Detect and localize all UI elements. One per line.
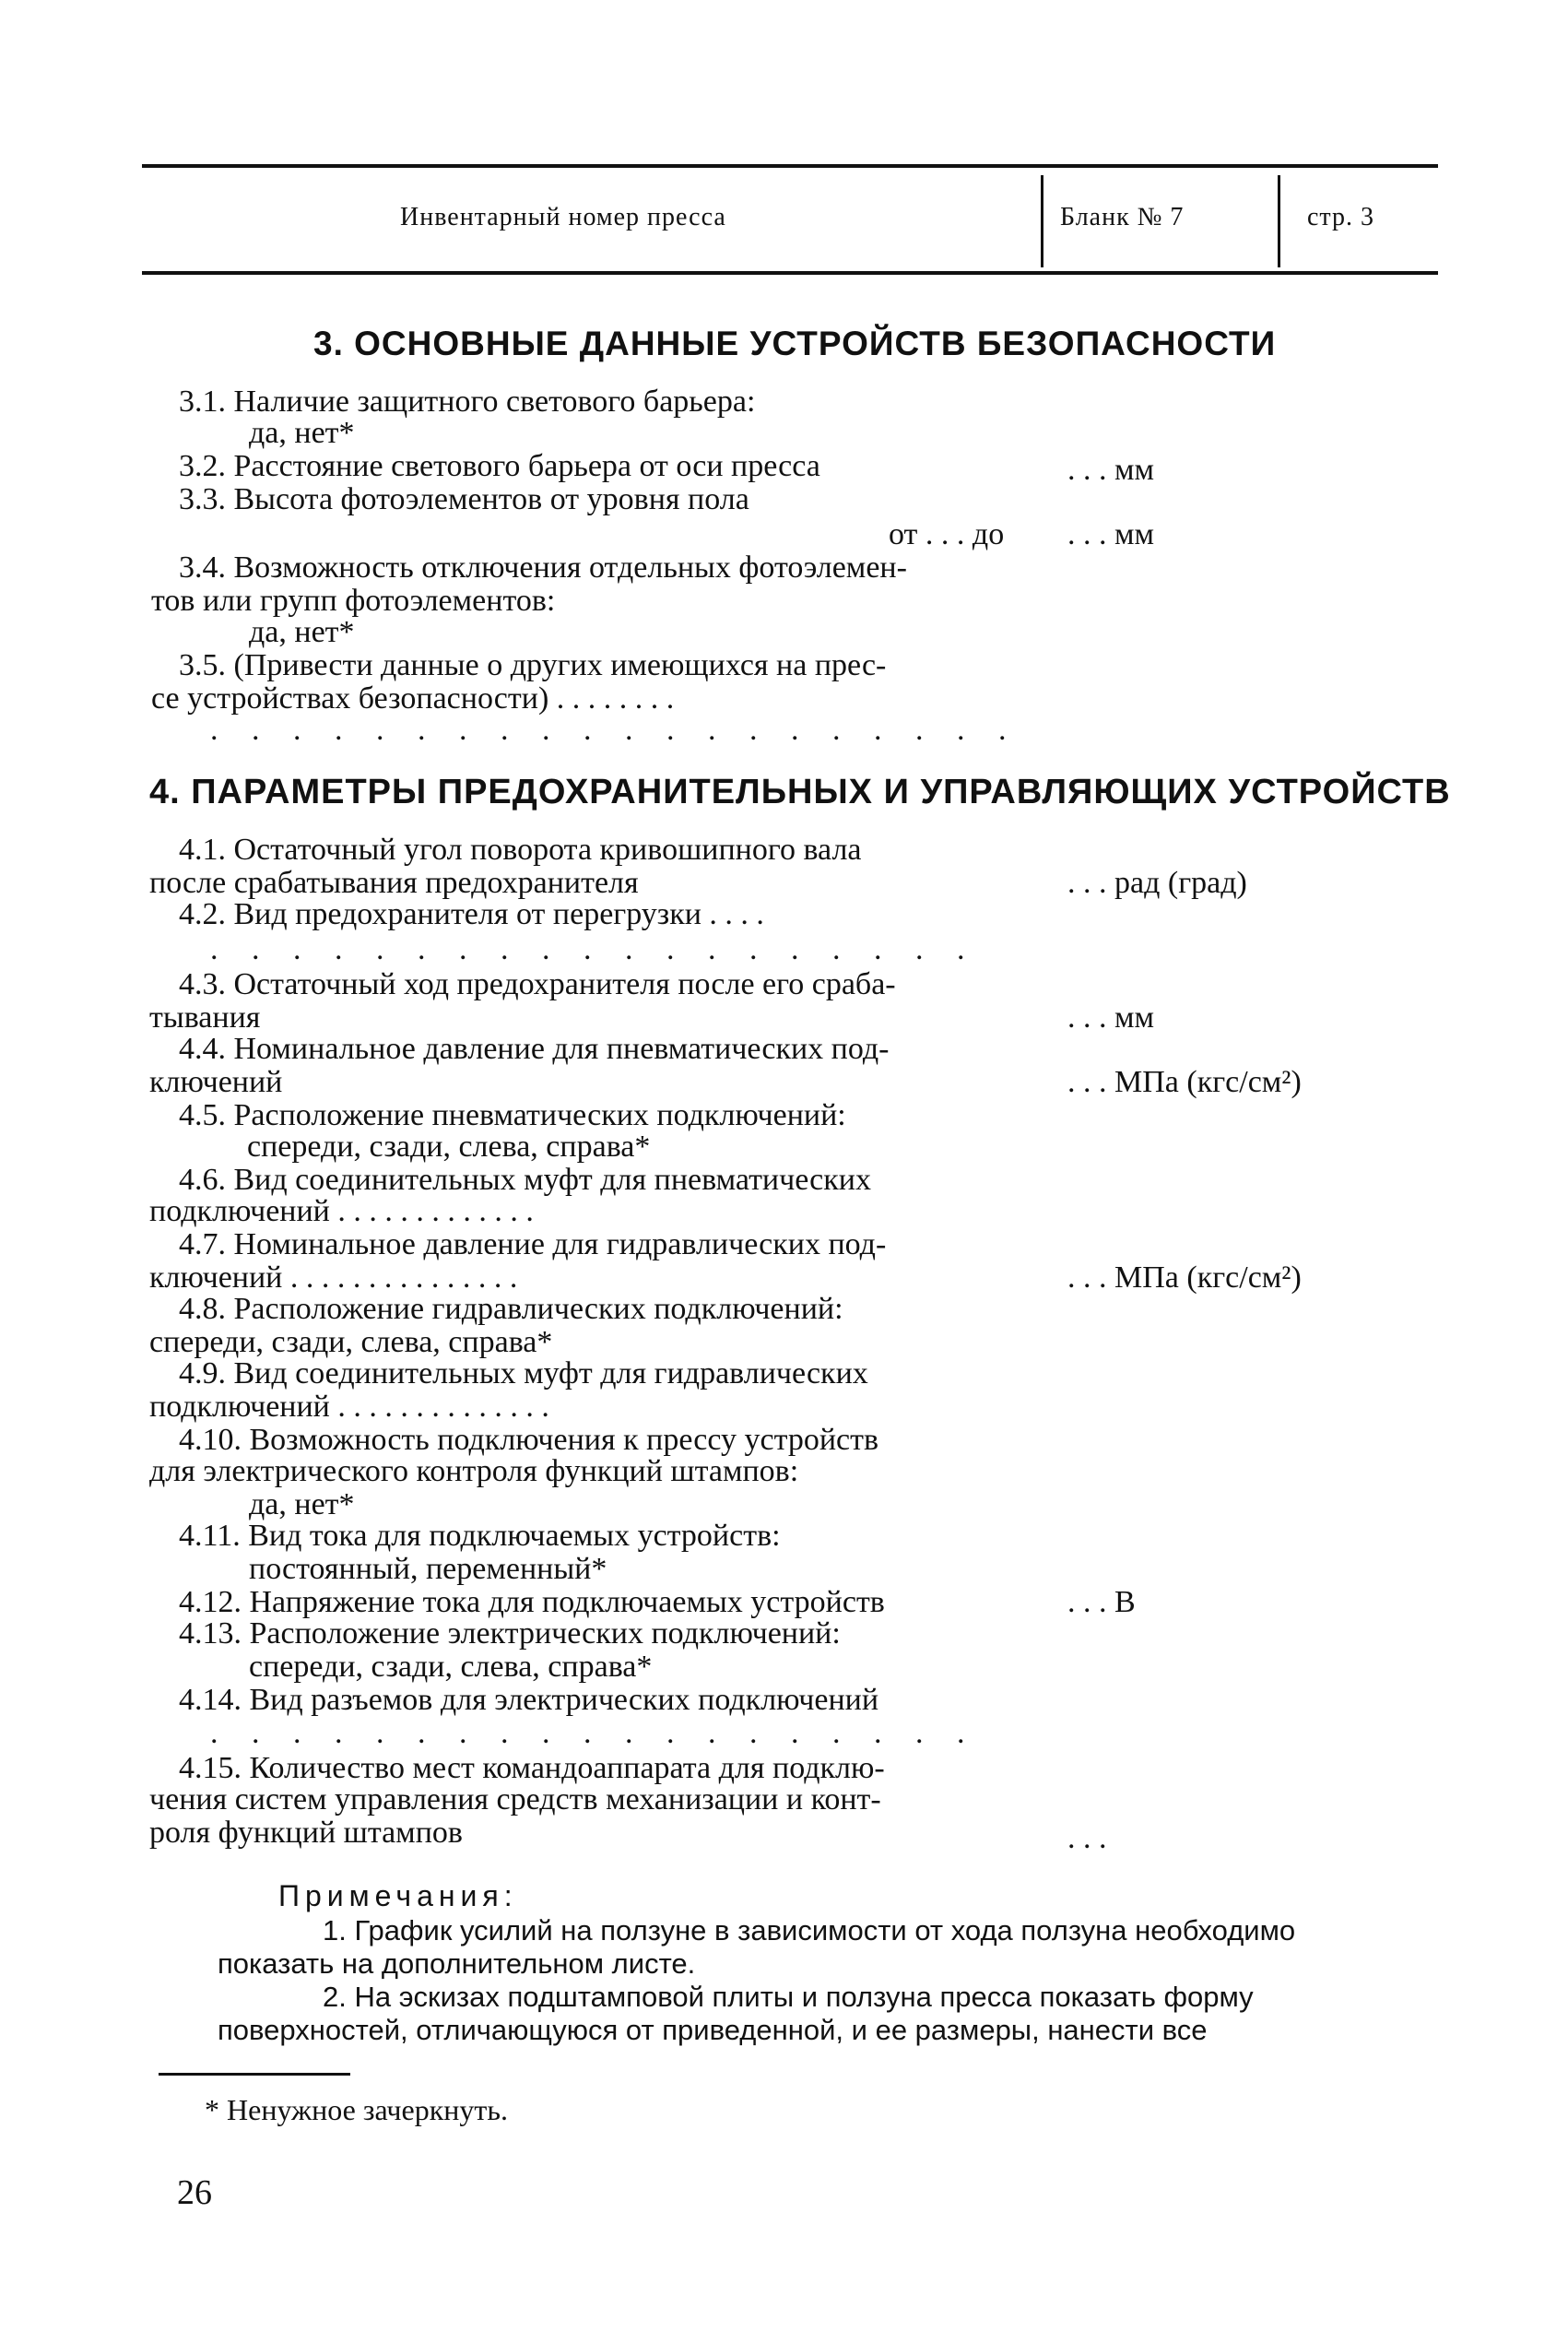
text-line: тывания: [149, 1000, 261, 1035]
dotted-fill-line: . . . . . . . . . . . . . . . . . . . .: [210, 713, 1020, 747]
text-line: спереди, сзади, слева, справа*: [249, 1650, 653, 1684]
text-line: 4.11. Вид тока для подключаемых устройств:: [179, 1519, 781, 1553]
text-line: 4.14. Вид разъемов для электрических подключений: [179, 1683, 879, 1717]
text-line: 3.5. (Привести данные о других имеющихся на прес-: [179, 648, 887, 682]
header-divider: [1278, 175, 1280, 267]
text-line: 4.1. Остаточный угол поворота кривошипного вала: [179, 833, 862, 867]
text-line: да, нет*: [249, 1487, 355, 1521]
text-line: 4.5. Расположение пневматических подключений:: [179, 1098, 846, 1132]
text-line: се устройствах безопасности) . . . . . . . .: [151, 681, 675, 716]
text-line: 4.10. Возможность подключения к прессу устройств: [179, 1423, 879, 1457]
text-line: 4.15. Количество мест командоаппарата для подклю-: [179, 1751, 885, 1785]
text-line: 3.2. Расстояние светового барьера от оси пресса: [179, 449, 820, 483]
dotted-fill-line: . . . . . . . . . . . . . . . . . . .: [210, 932, 978, 966]
notes-title: Примечания:: [278, 1879, 518, 1912]
text-line: 4.7. Номинальное давление для гидравлических под-: [179, 1227, 887, 1261]
text-line: тов или групп фотоэлементов:: [151, 584, 556, 618]
form-number-label: Бланк № 7: [1060, 203, 1185, 231]
section-4-title: 4. ПАРАМЕТРЫ ПРЕДОХРАНИТЕЛЬНЫХ И УПРАВЛЯЮЩИХ УСТРОЙСТВ: [149, 773, 1451, 811]
text-line: да, нет*: [249, 615, 355, 649]
text-line: ключений: [149, 1065, 283, 1099]
text-line: 3.1. Наличие защитного светового барьера:: [179, 385, 756, 419]
header-bottom-rule: [142, 271, 1438, 275]
text-line: после срабатывания предохранителя: [149, 866, 639, 900]
form-header: [142, 164, 1438, 277]
page-number: 26: [177, 2173, 212, 2212]
unit-label: . . . мм: [1067, 517, 1155, 551]
unit-label: . . . рад (град): [1067, 866, 1247, 900]
text-line: 3.4. Возможность отключения отдельных фотоэлемен-: [179, 550, 907, 585]
text-line: 3.3. Высота фотоэлементов от уровня пола: [179, 482, 749, 516]
text-line: ключений . . . . . . . . . . . . . . .: [149, 1260, 518, 1295]
section-3-title: 3. ОСНОВНЫЕ ДАННЫЕ УСТРОЙСТВ БЕЗОПАСНОСТИ: [313, 325, 1277, 362]
text-line: для электрического контроля функций штампов:: [149, 1454, 799, 1488]
note-text: 1. График усилий на ползуне в зависимости от хода ползуна необходимо: [323, 1914, 1296, 1946]
note-text: поверхностей, отличающуюся от приведенной, и ее размеры, нанести все: [218, 2014, 1208, 2046]
unit-label: . . . МПа (кгс/см²): [1067, 1065, 1302, 1099]
text-line: 4.4. Номинальное давление для пневматических под-: [179, 1032, 890, 1066]
text-line: от . . . до: [889, 517, 1005, 551]
text-line: роля функций штампов: [149, 1816, 463, 1850]
unit-label: . . . мм: [1067, 453, 1155, 487]
inventory-number-label: Инвентарный номер пресса: [400, 203, 726, 231]
text-line: подключений . . . . . . . . . . . . .: [149, 1194, 534, 1228]
unit-label: . . . В: [1067, 1585, 1136, 1619]
unit-label: . . . МПа (кгс/см²): [1067, 1260, 1302, 1295]
text-line: 4.12. Напряжение тока для подключаемых устройств: [179, 1585, 885, 1619]
footnote: * Ненужное зачеркнуть.: [205, 2093, 508, 2126]
text-line: чения систем управления средств механизации и конт-: [149, 1782, 881, 1816]
text-line: 4.9. Вид соединительных муфт для гидравлических: [179, 1356, 868, 1390]
unit-label: . . .: [1067, 1821, 1107, 1855]
dotted-fill-line: . . . . . . . . . . . . . . . . . . .: [210, 1716, 978, 1750]
footnote-rule: [159, 2073, 350, 2076]
page-label: стр. 3: [1307, 203, 1375, 231]
text-line: подключений . . . . . . . . . . . . . .: [149, 1390, 549, 1424]
text-line: 4.6. Вид соединительных муфт для пневматических: [179, 1163, 871, 1197]
text-line: постоянный, переменный*: [249, 1552, 607, 1586]
note-text: 2. На эскизах подштамповой плиты и ползуна пресса показать форму: [323, 1981, 1254, 2013]
header-top-rule: [142, 164, 1438, 168]
text-line: 4.8. Расположение гидравлических подключений:: [179, 1292, 843, 1326]
text-line: 4.2. Вид предохранителя от перегрузки . . . .: [179, 897, 764, 931]
text-line: 4.3. Остаточный ход предохранителя после его сраба-: [179, 967, 896, 1001]
unit-label: . . . мм: [1067, 1000, 1155, 1035]
header-divider: [1041, 175, 1043, 267]
text-line: спереди, сзади, слева, справа*: [149, 1325, 553, 1359]
text-line: да, нет*: [249, 416, 355, 450]
text-line: спереди, сзади, слева, справа*: [247, 1130, 651, 1164]
text-line: 4.13. Расположение электрических подключений:: [179, 1616, 841, 1651]
note-text: показать на дополнительном листе.: [218, 1947, 696, 1980]
